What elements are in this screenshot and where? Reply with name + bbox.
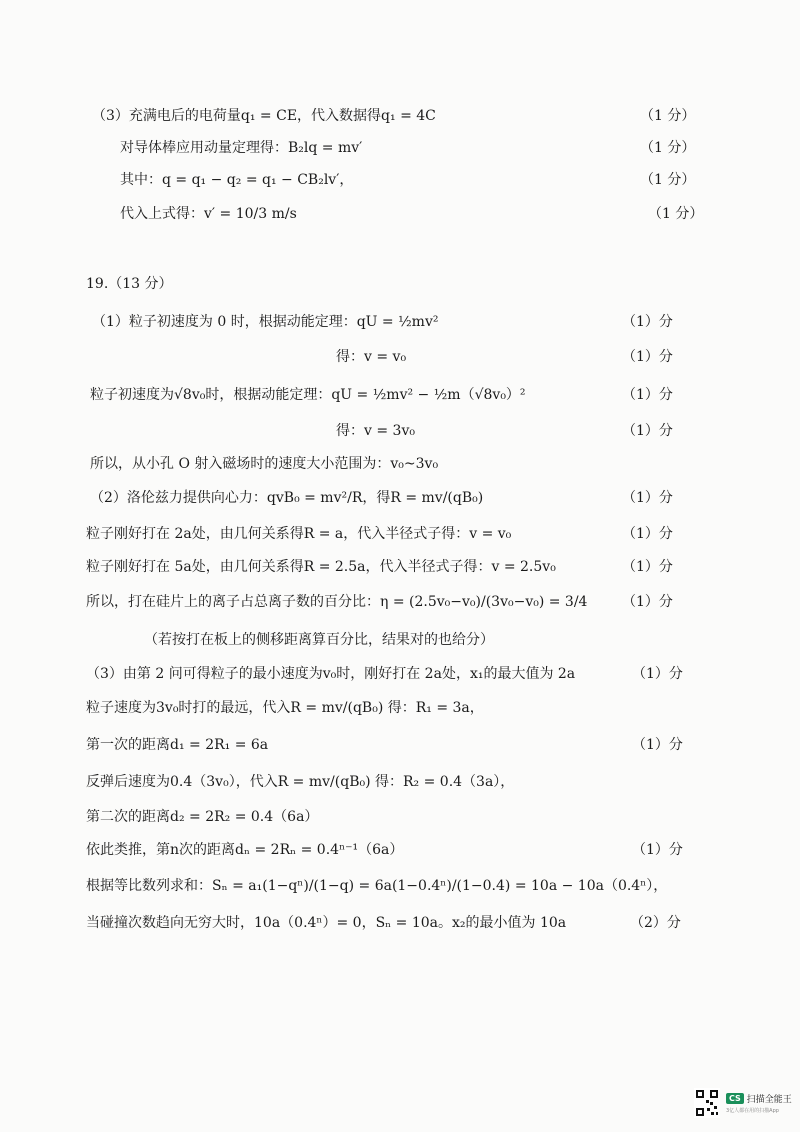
line-text: （3）充满电后的电荷量q₁ = CE，代入数据得q₁ = 4C [92,108,436,124]
score-label: （1 分） [640,140,696,156]
cs-logo: CS [726,1093,744,1104]
hit-2a-line [0,516,800,552]
score-label: （1）分 [622,349,673,365]
score-label: （2）分 [630,915,681,931]
max-distance-line [0,690,800,726]
percentage-line [0,584,800,620]
watermark-title: 扫描全能王 [746,1095,792,1105]
score-label: （1 分） [648,206,704,222]
second-distance-line [0,799,800,835]
score-label: （1）分 [632,666,683,682]
score-label: （1）分 [622,594,673,610]
score-label: （1）分 [622,314,673,330]
part1-initial-zero-line [0,304,800,340]
line-text: 第一次的距离d₁ = 2R₁ = 6a [86,737,269,753]
watermark-subtitle: 3亿人都在用的扫描App [726,1108,779,1114]
score-label: （1）分 [622,526,673,542]
line-text: 粒子刚好打在 2a处，由几何关系得R = a，代入半径式子得：v = v₀ [86,526,512,542]
grading-note-line [0,622,800,658]
line-text: 粒子速度为3v₀时打的最远，代入R = mv/(qB₀) 得：R₁ = 3a， [86,700,484,716]
rebound-speed-line [0,764,800,800]
line-text: 所以，打在硅片上的离子占总离子数的百分比：η = (2.5v₀−v₀)/(3v₀−v₀) = 3/4 [86,594,588,610]
score-label: （1）分 [632,737,683,753]
line-text: 得：v = 3v₀ [336,423,415,439]
question-title: 19.（13 分） [86,276,173,292]
score-label: （1 分） [640,172,696,188]
score-label: （1）分 [632,842,683,858]
line-text: （3）由第 2 问可得粒子的最小速度为v₀时，刚好打在 2a处，x₁的最大值为 2a [86,666,576,682]
part2-lorentz-line [0,480,800,516]
line-text: 依此类推，第n次的距离dₙ = 2Rₙ = 0.4ⁿ⁻¹（6a） [86,842,404,858]
line-text: 所以，从小孔 O 射入磁场时的速度大小范围为：v₀~3v₀ [90,456,439,472]
line-text: 得：v = v₀ [336,349,407,365]
line-text: 粒子初速度为√8v₀时，根据动能定理：qU = ½mv² − ½m（√8v₀）² [90,387,526,403]
line-text: 其中：q = q₁ − q₂ = q₁ − CB₂lv′， [120,172,354,188]
line-text: 根据等比数列求和：Sₙ = a₁(1−qⁿ)/(1−q) = 6a(1−0.4ⁿ)/(1−0.4) = 10a − 10a（0.4ⁿ）， [86,878,668,894]
velocity-result-line [0,196,800,232]
score-label: （1 分） [640,108,696,124]
line-text: （1）粒子初速度为 0 时，根据动能定理：qU = ½mv² [92,314,439,330]
grading-note: （若按打在板上的侧移距离算百分比，结果对的也给分） [144,632,494,648]
result-3v0-line [0,413,800,449]
nth-distance-line [0,832,800,868]
line-text: 当碰撞次数趋向无穷大时，10a（0.4ⁿ）= 0，Sₙ = 10a。x₂的最小值为 10a [86,915,567,931]
score-label: （1）分 [622,490,673,506]
momentum-theorem-line [0,130,800,166]
charge-relation-line [0,162,800,198]
score-label: （1）分 [622,423,673,439]
limit-line [0,905,800,941]
scanner-watermark [694,1083,794,1123]
line-text: （2）洛伦兹力提供向心力：qvB₀ = mv²/R，得R = mv/(qB₀) [90,490,484,506]
line-text: 代入上式得：v′ = 10/3 m/s [120,206,297,222]
score-label: （1）分 [622,387,673,403]
part1-initial-sqrt8-line [0,377,800,413]
line-text: 第二次的距离d₂ = 2R₂ = 0.4（6a） [86,809,319,825]
line-text: 反弹后速度为0.4（3v₀），代入R = mv/(qB₀) 得：R₂ = 0.4（3a）， [86,774,515,790]
hit-5a-line [0,549,800,585]
part3-charge-line [0,98,800,134]
question-19-heading [0,266,800,302]
line-text: 对导体棒应用动量定理得：B₂lq = mv′ [120,140,363,156]
geometric-sum-line [0,868,800,904]
watermark-text [726,1092,792,1114]
part3-min-speed-line [0,656,800,692]
score-label: （1）分 [622,559,673,575]
line-text: 粒子刚好打在 5a处，由几何关系得R = 2.5a，代入半径式子得：v = 2.5v₀ [86,559,556,575]
first-distance-line [0,727,800,763]
speed-range-line [0,446,800,482]
qr-code-icon [694,1088,720,1118]
result-v0-line [0,339,800,375]
